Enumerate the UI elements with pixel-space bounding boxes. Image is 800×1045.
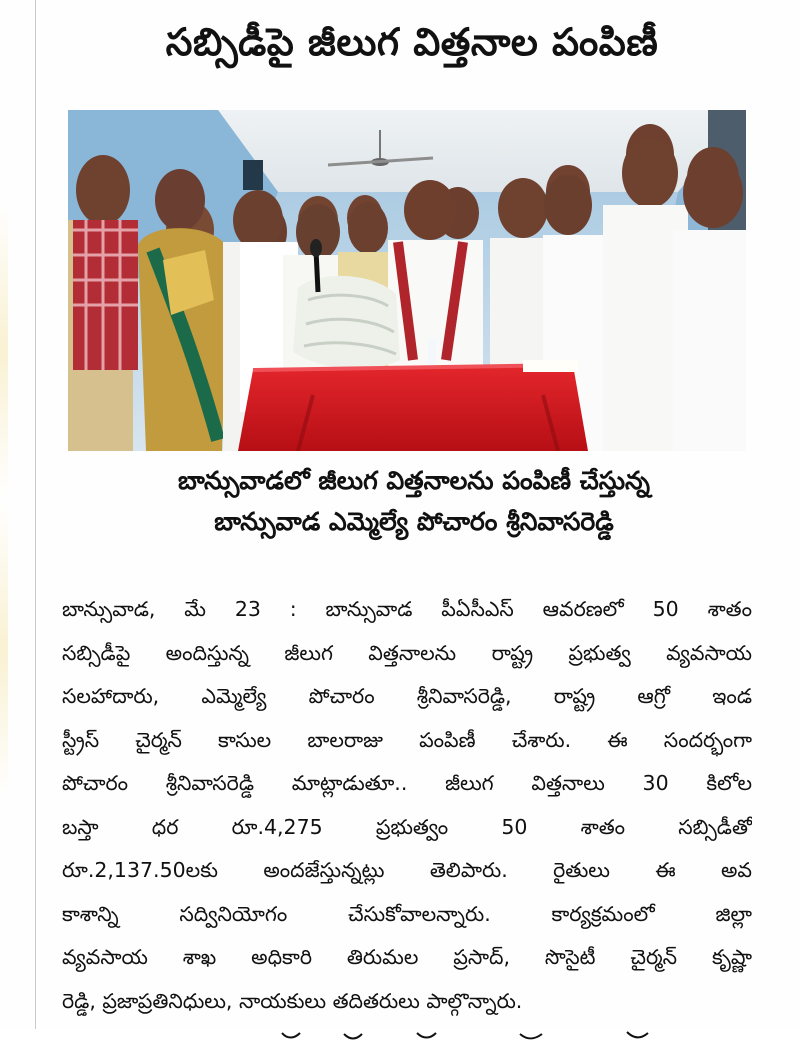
caption-line-1: బాన్సువాడలో జీలుగ విత్తనాలను పంపిణీ చేస్తున్న xyxy=(178,466,650,495)
body-line-7: రూ.2,137.50లకు అందజేస్తున్నట్లు తెలిపారు. రైతులు ఈ అవ xyxy=(62,858,752,882)
body-line-3: సలహాదారు, ఎమ్మెల్యే పోచారం శ్రీనివాసరెడ్డి, రాష్ట్ర ఆగ్రో ఇండ xyxy=(62,684,752,708)
body-line-2: సబ్సిడీపై అందిస్తున్న జీలుగ విత్తనాలను రాష్ట్ర ప్రభుత్వ వ్యవసాయ xyxy=(62,640,752,665)
column-divider xyxy=(35,0,36,1045)
body-line-6: బస్తా ధర రూ.4,275 ప్రభుత్వం 50 శాతం సబ్సిడీతో xyxy=(62,814,752,839)
window-left xyxy=(243,160,263,190)
news-photo xyxy=(68,110,746,451)
caption-line-2: బాన్సువాడ ఎమ్మెల్యే పోచారం శ్రీనివాసరెడ్డి xyxy=(214,507,614,536)
body-line-5: పోచారం శ్రీనివాసరెడ్డి మాట్లాడుతూ.. జీలుగ విత్తనాలు 30 కిలోల xyxy=(62,771,752,795)
page-bottom-edge xyxy=(0,1029,800,1045)
body-line-4: స్ట్రీస్ చైర్మన్ కాసుల బాలరాజు పంపిణీ చేశారు. ఈ సందర్భంగా xyxy=(62,727,752,752)
cutoff-text-fragment xyxy=(272,1031,652,1041)
photo-caption xyxy=(84,460,744,542)
body-line-1: బాన్సువాడ, మే 23 : బాన్సువాడ పీఏసీఎస్ ఆవరణలో 50 శాతం xyxy=(62,597,752,621)
body-line-9: వ్యవసాయ శాఖ అధికారి తిరుమల ప్రసాద్, సొసైటీ చైర్మన్ కృష్ణా xyxy=(62,945,752,969)
table xyxy=(238,360,588,451)
body-line-10: రెడ్డి, ప్రజాప్రతినిధులు, నాయకులు తదితరులు పాల్గొన్నారు. xyxy=(62,988,523,1013)
adjacent-column-edge xyxy=(0,200,8,800)
article-body xyxy=(62,588,752,1023)
article-headline: సబ్సిడీపై జీలుగ విత్తనాల పంపిణీ xyxy=(165,20,659,64)
body-line-8: కాశాన్ని సద్వినియోగం చేసుకోవాలన్నారు. కార్యక్రమంలో జిల్లా xyxy=(62,901,752,926)
photo-illustration xyxy=(68,110,746,451)
